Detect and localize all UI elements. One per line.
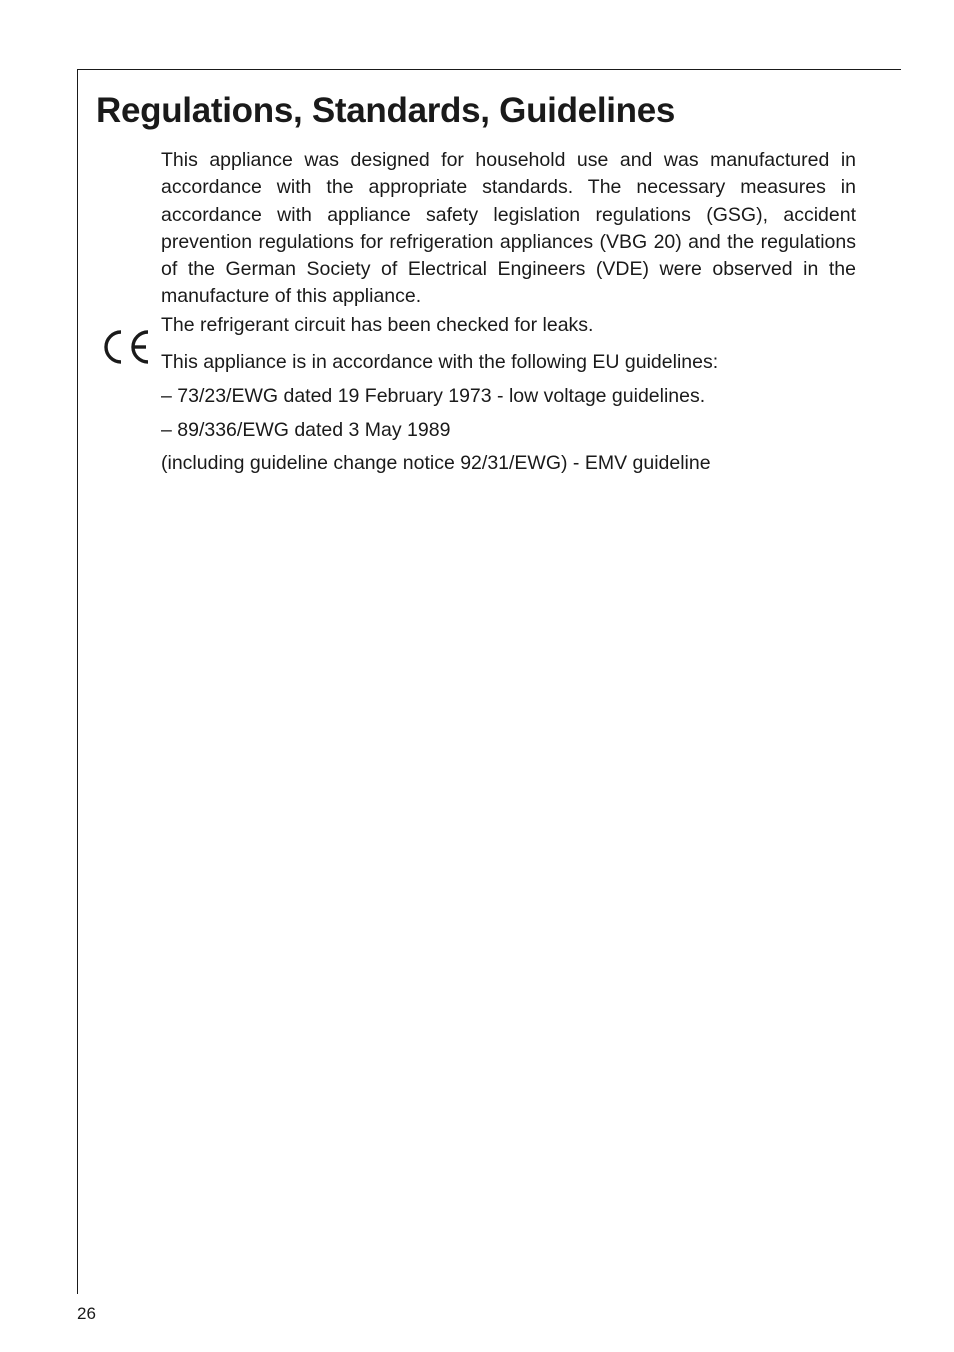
leak-check-text: The refrigerant circuit has been checked for leaks. <box>161 314 594 336</box>
guideline-item: – 89/336/EWG dated 3 May 1989 <box>161 419 451 441</box>
page-title: Regulations, Standards, Guidelines <box>96 91 676 130</box>
left-rule <box>77 69 78 1294</box>
guideline-item: – 73/23/EWG dated 19 February 1973 - low voltage guidelines. <box>161 385 706 407</box>
page-number: 26 <box>77 1304 96 1323</box>
eu-guidelines-intro: This appliance is in accordance with the following EU guidelines: <box>161 351 719 373</box>
guideline-item: (including guideline change notice 92/31/EWG) - EMV guideline <box>161 452 711 474</box>
ce-mark-icon <box>98 326 154 368</box>
top-rule <box>77 69 901 70</box>
intro-paragraph: This appliance was designed for household use and was manufactured in accordance with the appropriate standards. The necessary measures in accordance with appliance safety legislation regulations (GSG), accident prevention regulations for refrigeration appliances (VBG 20) and the regulations of the German Society of Electrical Engineers (VDE) were observed in the manufacture of this appliance. <box>161 149 856 308</box>
